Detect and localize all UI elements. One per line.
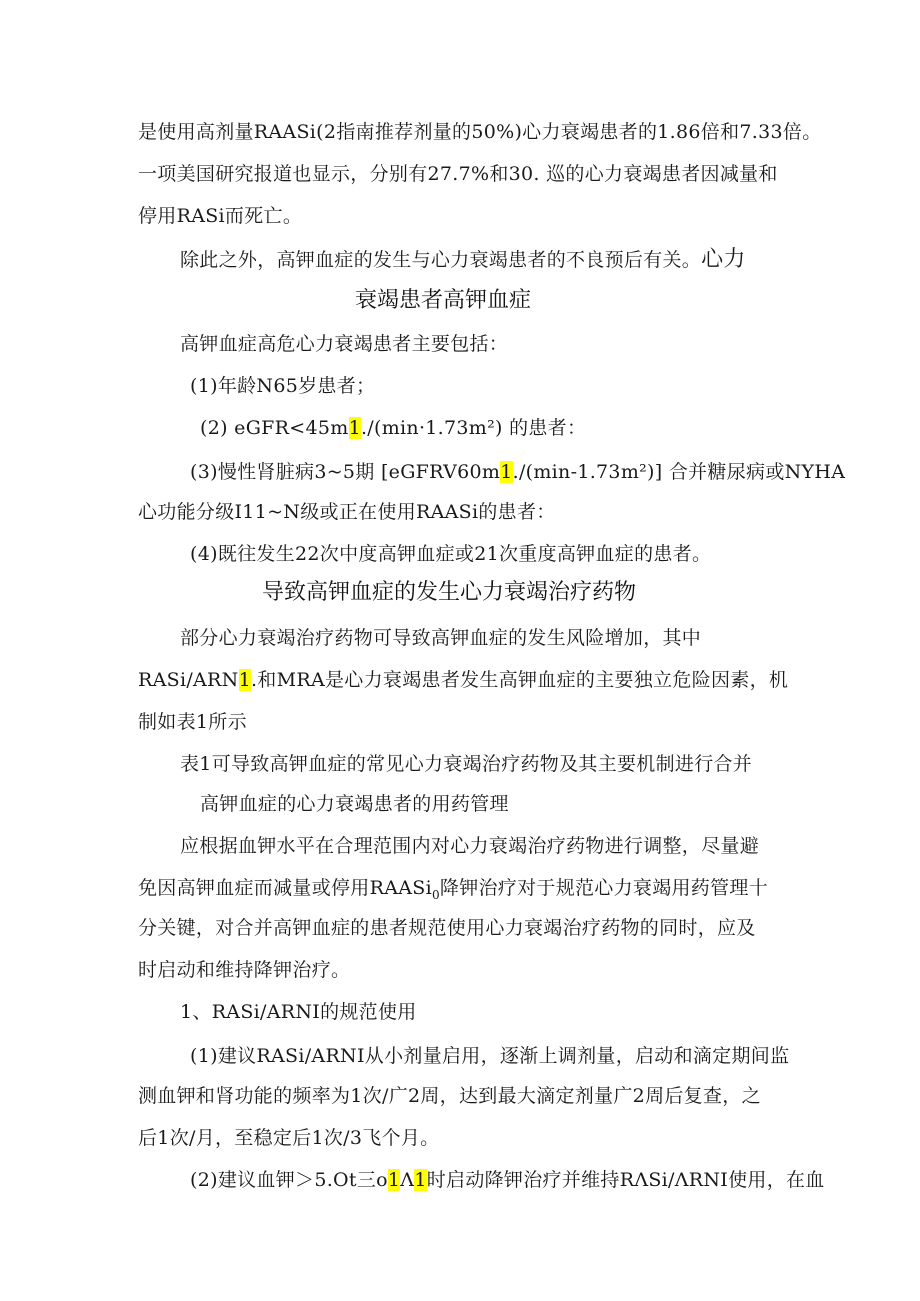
para-line-11: 时启动和维持降钾治疗。: [138, 959, 351, 981]
list-text: (2) eGFR<45m: [200, 417, 349, 439]
para-line-6: [138, 666, 788, 694]
subscript-mark: 0: [431, 887, 440, 902]
list-text: ./(min-1.73m²)] 合并糖尿病或NYHA: [512, 461, 846, 483]
table-caption-cont: 高钾血症的心力衰竭患者的用药管理: [200, 793, 509, 815]
subsection-title: 1、RASi/ARNI的规范使用: [180, 1001, 417, 1023]
para-line-12: (1)建议RASi/ARNI从小剂量启用，逐渐上调剂量，启动和滴定期间监: [190, 1045, 790, 1067]
para-line-14: 后1次/月，至稳定后1次/3飞个月。: [138, 1127, 440, 1149]
para-text: 除此之外，高钾血症的发生与心力衰竭患者的不良预后有关。: [180, 249, 702, 271]
list-intro: 高钾血症高危心力衰竭患者主要包括：: [180, 333, 509, 355]
para-text: .和MRA是心力衰竭患者发生高钾血症的主要独立危险因素，机: [250, 669, 789, 691]
para-line-1: 是使用高剂量RAASi(2指南推荐剂量的50%)心力衰竭患者的1.86倍和7.33倍。: [138, 121, 822, 143]
list-item-4: (4)既往发生22次中度高钾血症或21次重度高钾血症的患者。: [190, 543, 712, 565]
para-line-13: 测血钾和肾功能的频率为1次/广2周，达到最大滴定剂量广2周后复查，之: [138, 1085, 761, 1107]
para-line-3: 停用RASi而死亡。: [138, 205, 303, 227]
para-text: 降钾治疗对于规范心力衰竭用药管理十: [439, 877, 768, 899]
list-text: ./(min·1.73m²) 的患者：: [360, 417, 587, 439]
list-item-3: [190, 458, 845, 486]
para-text: (2)建议血钾＞5.O: [190, 1169, 349, 1191]
highlight-mark: 1: [238, 669, 251, 691]
section-heading-1: 衰竭患者高钾血症: [355, 288, 532, 313]
para-line-4: [180, 246, 746, 274]
highlight-mark: 1: [387, 1169, 401, 1191]
list-item-1: (1)年龄N65岁患者；: [190, 375, 376, 397]
para-text: 免因高钾血症而减量或停用RAASi: [138, 877, 432, 899]
para-line-8: 应根据血钾水平在合理范围内对心力衰竭治疗药物进行调整，尽量避: [180, 835, 760, 857]
section-heading-2: 导致高钾血症的发生心力衰竭治疗药物: [262, 580, 637, 605]
list-item-3-cont: 心功能分级I11~N级或正在使用RAASi的患者：: [138, 501, 556, 523]
para-line-7: 制如表1所示: [138, 711, 247, 733]
para-text: RASi/ARN: [138, 669, 239, 691]
para-line-10: 分关键，对合并高钾血症的患者规范使用心力衰竭治疗药物的同时，应及: [138, 917, 756, 939]
slash-mark: Λ: [400, 1169, 415, 1191]
highlight-mark: 1: [414, 1169, 427, 1191]
para-text: 时启动降钾治疗并维持RΛSi/ΛRNI使用，在血: [426, 1169, 825, 1191]
list-text: (3)慢性肾脏病3~5期 [eGFRV60m: [190, 461, 501, 483]
para-line-15: [190, 1166, 825, 1194]
inline-heading-part: 心力: [701, 247, 746, 272]
list-item-2: [200, 414, 586, 442]
para-line-9: [138, 874, 768, 909]
table-caption: 表1可导致高钾血症的常见心力衰竭治疗药物及其主要机制进行合并: [180, 753, 753, 775]
para-line-5: 部分心力衰竭治疗药物可导致高钾血症的发生风险增加，其中: [180, 627, 702, 649]
highlight-mark: 1: [348, 417, 361, 439]
highlight-mark: 1: [500, 461, 513, 483]
garbled-text: t三o: [348, 1169, 388, 1191]
para-line-2: 一项美国研究报道也显示，分别有27.7%和30. 巡的心力衰竭患者因减量和: [138, 163, 778, 185]
